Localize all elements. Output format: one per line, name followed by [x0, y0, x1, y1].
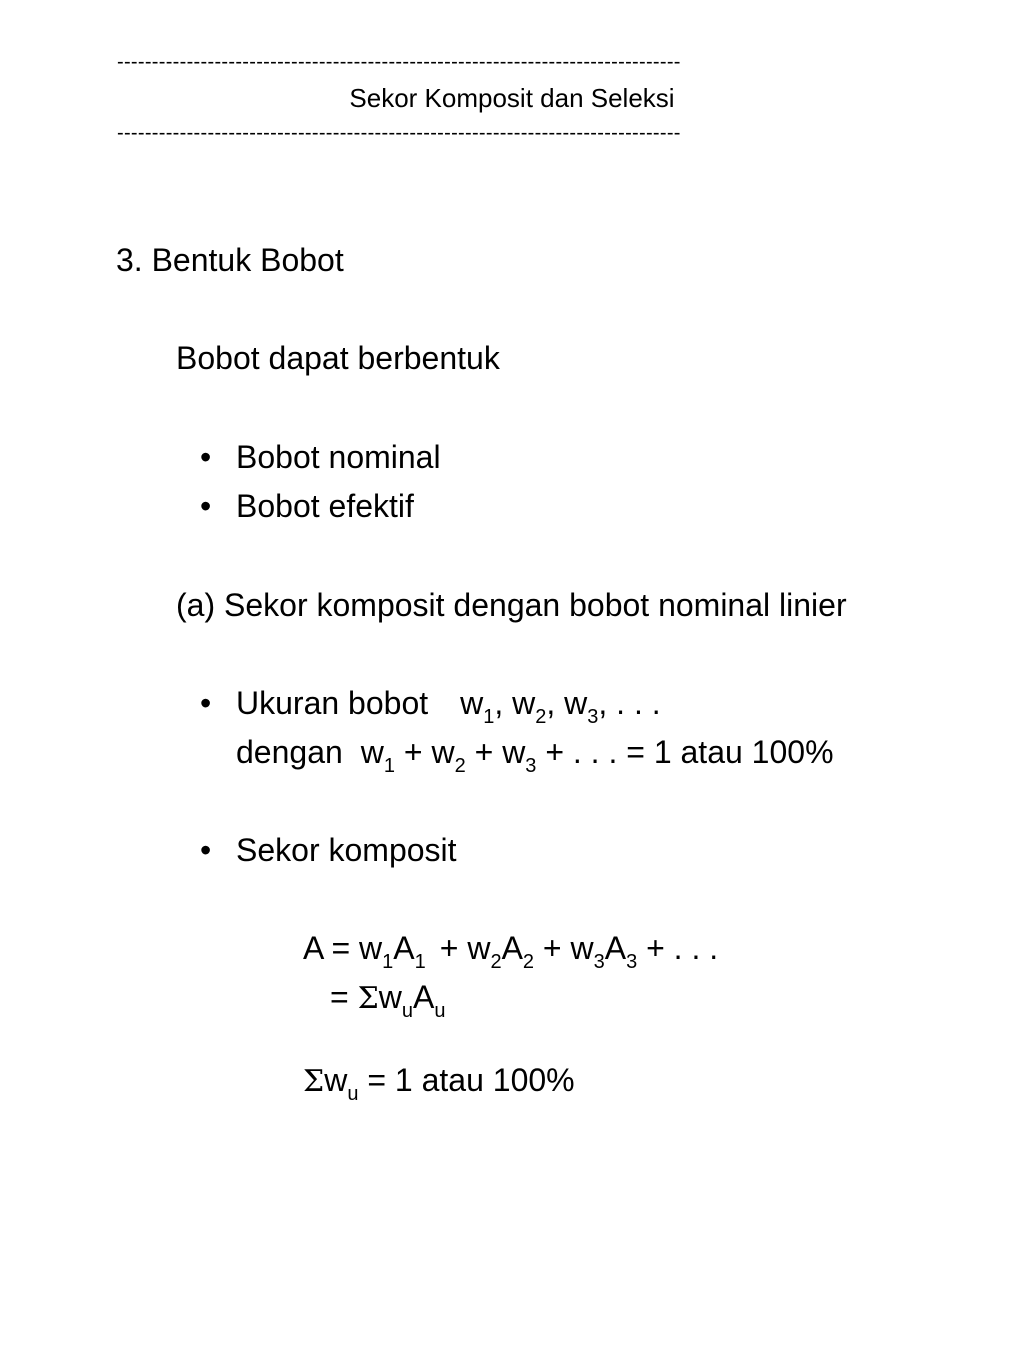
list-item: Bobot nominal — [236, 439, 441, 475]
header-rule-top: --------------------------------------------------------------------------------- — [117, 51, 681, 73]
section-heading: 3. Bentuk Bobot — [116, 242, 344, 278]
list-item: Bobot efektif — [236, 488, 414, 524]
formula-sum-constraint: $\Sigma w_u = 1$ atau 100% — [303, 1062, 575, 1105]
header-rule-bottom: --------------------------------------------------------------------------------- — [117, 122, 681, 144]
bullet-icon: • — [200, 832, 212, 868]
bullet-icon: • — [200, 488, 212, 524]
sekor-komposit-label: Sekor komposit — [236, 832, 457, 868]
subheading-a: (a) Sekor komposit dengan bobot nominal linier — [176, 587, 847, 623]
intro-text: Bobot dapat berbentuk — [176, 340, 500, 376]
sigma-icon: Σ — [357, 981, 379, 1016]
page-title: Sekor Komposit dan Seleksi — [349, 83, 675, 113]
ukuran-bobot-line: Ukuran bobot $w_1$, $w_2$, $w_3$, . . . — [236, 685, 661, 728]
formula-line-2: = $\Sigma w_uA_u$ — [330, 979, 446, 1022]
bullet-icon: • — [200, 685, 212, 721]
formula-line-1: $A = w_1A_1 + w_2A_2 + w_3A_3$ + . . . — [303, 930, 719, 973]
ukuran-label: Ukuran bobot — [236, 685, 429, 721]
dengan-label: dengan — [236, 734, 343, 770]
dengan-line: dengan $w_1 + w_2 + w_3$ + . . . = 1 atau 100% — [236, 734, 834, 777]
bullet-icon: • — [200, 439, 212, 475]
sigma-icon: Σ — [303, 1064, 325, 1099]
